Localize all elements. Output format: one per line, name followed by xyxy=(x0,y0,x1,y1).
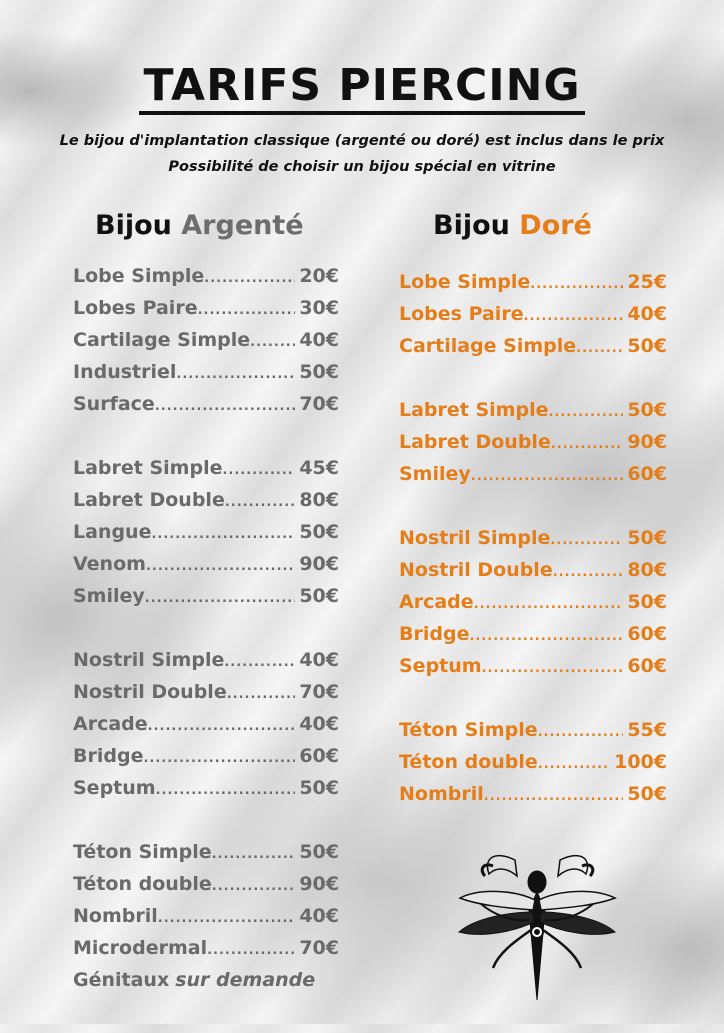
piercing-name: Nombril xyxy=(73,905,158,927)
silver-price-group xyxy=(73,265,339,425)
price-row xyxy=(73,649,339,681)
piercing-price: 50€ xyxy=(299,361,339,383)
piercing-name: Industriel xyxy=(73,361,177,383)
piercing-price: 40€ xyxy=(299,905,339,927)
on-request-note: sur demande xyxy=(175,969,316,991)
piercing-price: 50€ xyxy=(627,591,667,613)
dot-leader xyxy=(145,591,296,606)
piercing-name: Nostril Simple xyxy=(73,649,225,671)
piercing-price: 25€ xyxy=(627,271,667,293)
piercing-name: Septum xyxy=(73,777,156,799)
piercing-name: Nombril xyxy=(399,783,484,805)
price-row xyxy=(73,905,339,937)
price-row xyxy=(73,265,339,297)
piercing-name: Lobe Simple xyxy=(73,265,205,287)
dot-leader xyxy=(156,783,296,798)
dot-leader xyxy=(474,597,624,612)
gold-price-group xyxy=(399,719,667,815)
price-row xyxy=(73,585,339,617)
piercing-name: Smiley xyxy=(399,463,471,485)
piercing-name: Lobes Paire xyxy=(399,303,524,325)
price-row xyxy=(73,553,339,585)
price-row xyxy=(73,841,339,873)
price-row xyxy=(73,745,339,777)
piercing-price: 20€ xyxy=(299,265,339,287)
price-row xyxy=(73,713,339,745)
subtitle-special-jewel: Possibilité de choisir un bijou spécial en vitrine xyxy=(168,159,556,175)
piercing-name: Cartilage Simple xyxy=(399,335,577,357)
piercing-price: 90€ xyxy=(627,431,667,453)
piercing-name: Téton Simple xyxy=(73,841,212,863)
piercing-price: 70€ xyxy=(299,937,339,959)
price-row xyxy=(73,489,339,521)
piercing-name: Arcade xyxy=(73,713,148,735)
piercing-price: 40€ xyxy=(299,713,339,735)
piercing-price: 40€ xyxy=(299,329,339,351)
piercing-price: 100€ xyxy=(614,751,667,773)
price-row xyxy=(399,719,667,751)
dot-leader xyxy=(250,335,295,350)
piercing-price: 70€ xyxy=(299,393,339,415)
piercing-name: Venom xyxy=(73,553,146,575)
dot-leader xyxy=(146,559,295,574)
dot-leader xyxy=(469,629,623,644)
price-row xyxy=(399,335,667,367)
piercing-price: 50€ xyxy=(627,783,667,805)
piercing-name: Arcade xyxy=(399,591,474,613)
price-row xyxy=(73,873,339,905)
piercing-price: 50€ xyxy=(299,841,339,863)
page-title xyxy=(0,60,724,111)
dot-leader xyxy=(207,943,295,958)
piercing-price: 80€ xyxy=(299,489,339,511)
subtitle-included-jewel: Le bijou d'implantation classique (argenté ou doré) est inclus dans le prix xyxy=(59,133,665,149)
price-row xyxy=(399,527,667,559)
piercing-price: 60€ xyxy=(627,463,667,485)
piercing-price: 40€ xyxy=(299,649,339,671)
piercing-price: 50€ xyxy=(627,527,667,549)
piercing-price: 60€ xyxy=(627,655,667,677)
price-row xyxy=(399,559,667,591)
dot-leader xyxy=(551,437,623,452)
piercing-name: Labret Double xyxy=(73,489,225,511)
piercing-name: Bridge xyxy=(73,745,144,767)
piercing-name: Langue xyxy=(73,521,152,543)
piercing-name: Surface xyxy=(73,393,155,415)
piercing-price: 50€ xyxy=(299,521,339,543)
piercing-price: 55€ xyxy=(627,719,667,741)
price-row xyxy=(73,937,339,969)
piercing-price: 30€ xyxy=(299,297,339,319)
piercing-name: Labret Double xyxy=(399,431,551,453)
silver-price-group xyxy=(73,457,339,617)
dot-leader xyxy=(530,277,623,292)
price-row xyxy=(399,431,667,463)
price-row xyxy=(399,591,667,623)
price-row xyxy=(73,393,339,425)
piercing-name: Nostril Double xyxy=(73,681,227,703)
heading-gold xyxy=(433,210,592,241)
price-row xyxy=(399,399,667,431)
piercing-price: 60€ xyxy=(627,623,667,645)
piercing-name: Génitaux xyxy=(73,969,170,991)
piercing-name: Labret Simple xyxy=(399,399,549,421)
dot-leader xyxy=(212,847,296,862)
gold-price-group xyxy=(399,399,667,495)
piercing-name: Smiley xyxy=(73,585,145,607)
price-row xyxy=(73,361,339,393)
dot-leader xyxy=(148,719,296,734)
dot-leader xyxy=(158,911,296,926)
silver-price-group xyxy=(73,841,339,1001)
price-row xyxy=(73,681,339,713)
piercing-name: Lobe Simple xyxy=(399,271,531,293)
price-row xyxy=(73,521,339,553)
piercing-name: Téton Simple xyxy=(399,719,538,741)
insect-icon xyxy=(455,840,620,1005)
dot-leader xyxy=(550,533,623,548)
dot-leader xyxy=(482,661,624,676)
piercing-price: 50€ xyxy=(299,585,339,607)
heading-gold-accent: Doré xyxy=(519,210,592,241)
piercing-price: 40€ xyxy=(627,303,667,325)
price-list-gold xyxy=(399,271,667,847)
heading-silver xyxy=(95,210,304,241)
dot-leader xyxy=(471,469,624,484)
heading-gold-word: Bijou xyxy=(433,210,510,241)
piercing-price: 50€ xyxy=(627,335,667,357)
piercing-name: Téton double xyxy=(73,873,212,895)
piercing-name: Téton double xyxy=(399,751,538,773)
price-row xyxy=(399,783,667,815)
piercing-price: 80€ xyxy=(627,559,667,581)
dot-leader xyxy=(155,399,296,414)
dot-leader xyxy=(204,271,295,286)
price-row xyxy=(399,751,667,783)
price-row xyxy=(399,655,667,687)
dot-leader xyxy=(224,655,295,670)
piercing-price: 50€ xyxy=(299,777,339,799)
dot-leader xyxy=(143,751,295,766)
page-title-text: TARIFS PIERCING xyxy=(139,60,584,115)
dot-leader xyxy=(524,309,624,324)
price-row xyxy=(73,777,339,809)
gold-price-group xyxy=(399,527,667,687)
dot-leader xyxy=(548,405,623,420)
price-list-silver xyxy=(73,265,339,1033)
piercing-name: Nostril Simple xyxy=(399,527,551,549)
price-row xyxy=(399,271,667,303)
piercing-price: 45€ xyxy=(299,457,339,479)
price-row xyxy=(399,303,667,335)
gold-price-group xyxy=(399,271,667,367)
dot-leader xyxy=(222,463,295,478)
price-row xyxy=(73,297,339,329)
piercing-price: 90€ xyxy=(299,553,339,575)
piercing-name: Lobes Paire xyxy=(73,297,198,319)
piercing-name: Septum xyxy=(399,655,482,677)
price-row xyxy=(399,623,667,655)
piercing-name: Nostril Double xyxy=(399,559,553,581)
dot-leader xyxy=(151,527,295,542)
dot-leader xyxy=(553,565,624,580)
dot-leader xyxy=(212,879,296,894)
price-row xyxy=(73,457,339,489)
heading-silver-accent: Argenté xyxy=(181,210,304,241)
dot-leader xyxy=(227,687,296,702)
dot-leader xyxy=(576,341,623,356)
price-row xyxy=(399,463,667,495)
piercing-price: 70€ xyxy=(299,681,339,703)
dot-leader xyxy=(198,303,296,318)
piercing-price: 50€ xyxy=(627,399,667,421)
piercing-name: Cartilage Simple xyxy=(73,329,251,351)
piercing-price: 60€ xyxy=(299,745,339,767)
dot-leader xyxy=(538,757,610,772)
dot-leader xyxy=(484,789,624,804)
dot-leader xyxy=(176,367,295,382)
dot-leader xyxy=(538,725,624,740)
piercing-name: Microdermal xyxy=(73,937,208,959)
piercing-name: Bridge xyxy=(399,623,470,645)
piercing-price: 90€ xyxy=(299,873,339,895)
heading-silver-word: Bijou xyxy=(95,210,172,241)
price-row xyxy=(73,329,339,361)
piercing-name: Labret Simple xyxy=(73,457,223,479)
dot-leader xyxy=(225,495,295,510)
silver-price-group xyxy=(73,649,339,809)
price-row-on-request xyxy=(73,969,339,1001)
